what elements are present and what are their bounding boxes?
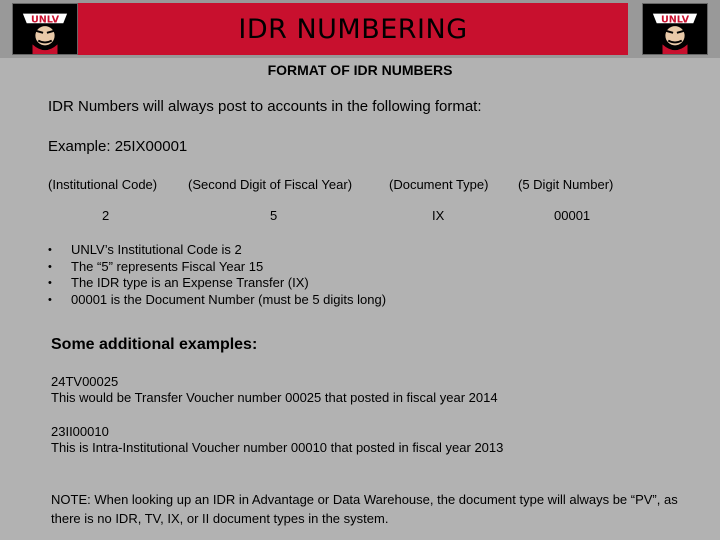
example1-code: 24TV00025 — [51, 374, 119, 389]
unlv-logo-right — [642, 3, 708, 55]
example2-description: This is Intra-Institutional Voucher number 00010 that posted in fiscal year 2013 — [51, 440, 504, 455]
format-value-doc-type: IX — [432, 208, 445, 223]
example-text: Example: 25IX00001 — [48, 138, 188, 155]
title-banner — [78, 3, 628, 55]
list-item: • 00001 is the Document Number (must be 5 digits long) — [48, 292, 386, 309]
format-col-institutional: (Institutional Code) — [48, 177, 158, 192]
svg-text:UNLV: UNLV — [660, 14, 690, 26]
note-text: NOTE: When looking up an IDR in Advantage or Data Warehouse, the document type will always be “PV”, as there is no IDR, TV, IX, or II document types in the system. — [51, 492, 678, 526]
additional-examples-heading: Some additional examples: — [51, 336, 258, 353]
format-value-digit-number: 00001 — [554, 208, 591, 223]
list-item: • The IDR type is an Expense Transfer (IX) — [48, 275, 386, 292]
section-subtitle: FORMAT OF IDR NUMBERS — [267, 62, 453, 78]
list-item: • The “5” represents Fiscal Year 15 — [48, 259, 386, 276]
unlv-logo-left — [12, 3, 78, 55]
rebel-logo-icon — [643, 4, 707, 54]
format-col-doc-type: (Document Type) — [389, 177, 489, 192]
format-value-fiscal-year: 5 — [270, 208, 278, 223]
page-title: IDR NUMBERING — [238, 13, 468, 45]
rebel-logo-icon — [13, 4, 77, 54]
list-item: • UNLV’s Institutional Code is 2 — [48, 242, 386, 259]
example1-description: This would be Transfer Voucher number 00025 that posted in fiscal year 2014 — [51, 390, 498, 405]
format-col-fiscal-year: (Second Digit of Fiscal Year) — [188, 177, 353, 192]
header-bar — [0, 0, 720, 58]
explanation-list — [48, 242, 386, 308]
format-col-digit-number: (5 Digit Number) — [518, 177, 614, 192]
svg-text:UNLV: UNLV — [30, 14, 60, 26]
example2-code: 23II00010 — [51, 424, 109, 439]
format-value-institutional: 2 — [102, 208, 110, 223]
intro-text: IDR Numbers will always post to accounts in the following format: — [48, 98, 482, 115]
